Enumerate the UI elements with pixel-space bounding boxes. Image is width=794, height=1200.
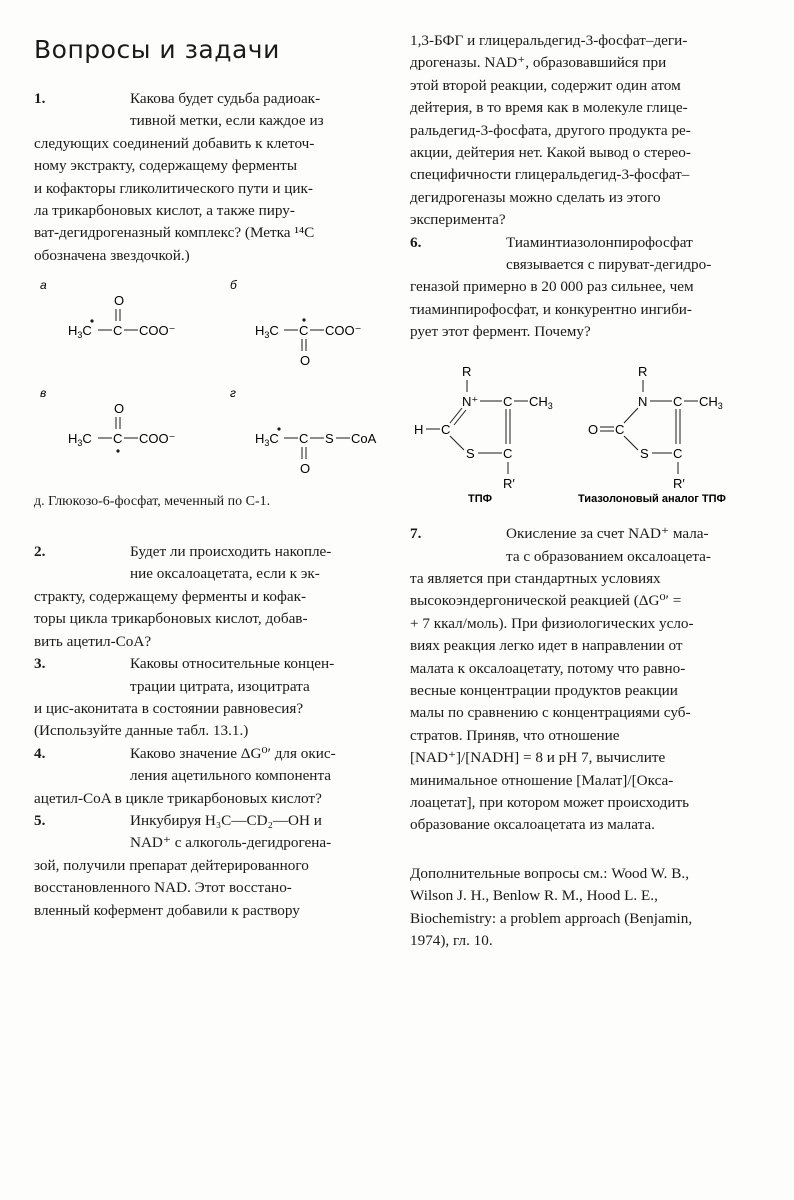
atom-c: C [441,421,451,437]
text-line: Тиаминтиазолонпирофосфат [506,233,693,251]
text-line: Будет ли происходить накопле- [130,543,332,561]
text-line: Какова будет судьба радиоак- [130,90,321,107]
atom-r-prime: R′ [503,475,515,491]
atom-o: O [114,293,125,309]
text-line: рует этот фермент. Почему? [410,323,591,341]
question-2 [34,541,386,653]
question-5-continued [410,30,758,232]
text-line: та является при стандартных условиях [410,569,661,587]
atom-o: O [300,353,311,369]
right-column [410,30,758,952]
atom-r: R [638,363,648,379]
text-line: 1,3-БФГ и глицеральдегид-3-фосфат–деги- [410,32,688,49]
atom-h: H [414,421,424,437]
atom-h3c: $H_3C$ [68,323,92,341]
text-line: Wilson J. H., Benlow R. M., Hood L. E., [410,887,658,905]
text-line: [NAD⁺]/[NADH] = 8 и pH 7, вычислите [410,749,666,767]
label-dot [302,319,305,322]
text-line: дрогеназы. NAD⁺, образовавшийся при [410,54,667,72]
text-line: ла трикарбоновых кислот, а также пиру- [34,202,295,220]
text-line: восстановленного NAD. Этот восстано- [34,879,292,897]
thiazolone-analog-structure [578,364,726,504]
text-line: Окисление за счет NAD⁺ мала- [506,525,709,543]
atom-h3c: $H_3C$ [68,431,92,449]
label-dot [90,320,93,323]
atom-c: C [673,445,683,461]
atom-o: O [300,461,311,477]
text-line: геназой примерно в 20 000 раз сильнее, чем [410,278,694,296]
text-line: Biochemistry: a problem approach (Benjamin, [410,909,693,927]
text-line: Каково значение ΔG⁰′ для окис- [130,744,336,762]
atom-s: S [325,431,334,447]
atom-c: C [113,323,123,339]
text-line: и кофакторы гликолитического пути и цик- [34,179,313,197]
text-line: 1974), гл. 10. [410,932,493,949]
page-title: Вопросы и задачи [34,35,280,64]
text-line: дейтерия, в то время как в молекуле глице- [410,99,688,117]
text-line: торы цикла трикарбоновых кислот, добав- [34,610,308,628]
atom-n-plus: N⁺ [462,393,479,409]
text-line: зой, получили препарат дейтерированного [34,856,309,874]
question-1 [34,88,386,267]
text-line: ват-дегидрогеназный комплекс? (Метка ¹⁴C [34,224,315,242]
question-5 [34,810,386,922]
text-line: ацетил-CoA в цикле трикарбоновых кислот? [34,789,322,807]
compound-g [255,428,377,477]
label-a: а [40,278,47,293]
atom-c: C [503,445,513,461]
question-number: 3. [34,655,46,673]
question-number: 7. [410,525,422,543]
atom-c: C [503,393,513,409]
atom-s: S [466,445,475,461]
label-v: в [40,386,47,401]
text-line: трации цитрата, изоцитрата [130,677,310,695]
text-line: Инкубируя H₃C—CD₂—OH и [130,811,322,829]
text-line: минимальное отношение [Малат]/[Окса- [410,771,674,789]
text-line: Дополнительные вопросы см.: Wood W. B., [410,864,690,882]
text-line: ние оксалоацетата, если к эк- [130,565,320,583]
question-6 [410,232,758,344]
text-line: NAD⁺ с алкоголь-дегидрогена- [130,834,332,852]
question-number: 2. [34,543,46,561]
tpp-structure [414,364,553,504]
label-dot [277,428,280,431]
atom-n: N [638,393,648,409]
atom-o: O [114,401,125,417]
text-line: связывается с пируват-дегидро- [506,256,712,274]
question-number: 6. [410,233,422,251]
text-line: виях реакция легко идет в направлении от [410,637,683,655]
compound-d-caption: д. Глюкозо-6-фосфат, меченный по С-1. [34,493,271,509]
text-line: малата к оксалоацетату, потому что равно- [410,659,686,677]
atom-r-prime: R′ [673,475,685,491]
atom-coo: COO⁻ [325,323,362,339]
text-line: стракту, содержащему ферменты и кофак- [34,587,307,605]
text-line: + 7 ккал/моль). При физиологических усло- [410,614,694,632]
text-line: образование оксалоацетата из малата. [410,816,655,834]
tpp-label: ТПФ [468,492,493,504]
text-line: ления ацетильного компонента [130,767,332,785]
text-line: тиаминпирофосфат, и конкурентно ингиби- [410,300,692,318]
atom-o: O [588,421,599,437]
text-line: весные концентрации продуктов реакции [410,681,678,699]
compound-b [255,319,361,369]
text-line: акции, дейтерия нет. Какой вывод о стерео- [410,144,691,162]
text-line: специфичности глицеральдегид-3-фосфат– [410,166,690,184]
text-line: высокоэндергонической реакцией (ΔG⁰′ = [410,592,682,610]
text-line: вленный кофермент добавили к раствору [34,901,300,919]
atom-c: C [673,393,683,409]
label-b: б [230,278,237,293]
question-number: 1. [34,90,46,107]
labeled-compounds-figure [34,267,386,477]
text-line: ному экстракту, содержащему ферменты [34,157,298,175]
text-line: стратов. Приняв, что отношение [410,726,620,744]
atom-r: R [462,363,472,379]
atom-s: S [640,445,649,461]
text-line: малы по сравнению с концентрациями суб- [410,704,691,722]
tpp-structures-figure [410,354,758,504]
text-line: ральдегид-3-фосфата, другого продукта ре- [410,121,691,139]
compound-v [68,401,175,453]
text-line: этой второй реакции, содержит один атом [410,76,681,94]
references [410,863,758,953]
text-line: дегидрогеназы можно сделать из этого [410,188,661,206]
text-line: лоацетат], при котором может происходить [410,793,690,811]
text-line: и цис-аконитата в состоянии равновесия? [34,699,304,717]
atom-c: C [299,431,309,447]
question-number: 5. [34,811,46,829]
atom-ch3: $CH_3$ [529,393,553,411]
analog-label: Тиазолоновый аналог ТПФ [578,492,726,504]
text-line: та с образованием оксалоацета- [506,547,711,565]
atom-c: C [615,421,625,437]
atom-h3c: $H_3C$ [255,323,279,341]
atom-ch3: $CH_3$ [699,393,723,411]
atom-coo: COO⁻ [139,323,176,339]
label-g: г [230,386,236,401]
question-7 [410,523,758,837]
label-dot [116,450,119,453]
text-line: вить ацетил-CoA? [34,632,152,650]
text-line: следующих соединений добавить к клеточ- [34,134,315,152]
atom-c: C [299,323,309,339]
atom-c: C [113,431,123,447]
question-4 [34,743,386,810]
atom-coa: CoA [351,431,377,447]
text-line: (Используйте данные табл. 13.1.) [34,722,249,740]
left-column [34,30,386,922]
text-line: эксперимента? [410,211,506,229]
text-line: тивной метки, если каждое из [130,112,324,130]
atom-h3c: $H_3C$ [255,431,279,449]
question-number: 4. [34,744,46,762]
text-line: обозначена звездочкой.) [34,246,190,264]
atom-coo: COO⁻ [139,431,176,447]
compound-a [68,293,175,340]
text-line: Каковы относительные концен- [130,655,335,673]
question-3 [34,653,386,743]
